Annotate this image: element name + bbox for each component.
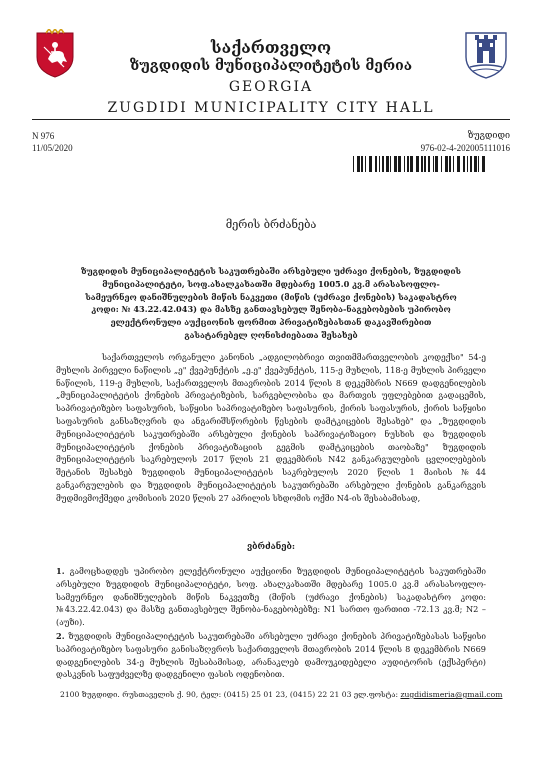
footer-address: 2100 ზუგდიდი. რუსთაველის ქ. 90, ტელ: (0415) 25 01 23, (0415) 22 21 03 ელ.ფოსტა: (60, 690, 401, 699)
city-hall-name-english: ZUGDIDI MUNICIPALITY CITY HALL (107, 100, 435, 116)
item-text: გამოცხადდეს უპირობო ელექტრონული აუქციონი ზუგდიდის მუნიციპალიტეტის საკუთრებაში არსებული ზუგდიდის მუნიციპალიტეტი, სოფ. ახალკახათში მდებარე 1005.0 კვ.მ არასასოფლო-სამეურნეო დანიშნულების მიწის ნაკვეთზე (მიწის (უძრავი ქონების) საკადასტრო კოდი: №43.22.42.043) და მასზე განთავსებულ შენობა-ნაგებობებზე: N1 სართო ფართით -72.13 კვ.მ; N2 – (აუზი). (56, 566, 486, 628)
footer-email-link[interactable]: zugdidismeria@gmail.com (400, 690, 503, 699)
decree-item-2 (56, 630, 486, 681)
decree-heading: ვბრძანებ: (246, 542, 296, 552)
document-kind-title: მერის ბრძანება (225, 218, 317, 231)
item-number: 2. (56, 631, 65, 641)
preamble-paragraph: საქართველოს ორგანული კანონის „ადგილობრივი თვითმმართველობის კოდექსი" 54-ე მუხლის პირველი ნაწილის „ე" ქვეპუნქტის „ე.ე" ქვეპუნქტის, 115-ე მუხლის, 118-ე მუხლის პირველი ნაწილის, 119-ე მუხლის, საქართველოს მთავრობის 2014 წლის 8 დეკემბრის N669 დადგენილების „მუნიციპალიტეტის ქონების პრივატიზების, სარგებლობისა და მართვის უფლებებით გადაცემის, საპრივატიზებო საფასურის, საწყისი საპრივატიზებო საფასურის, ქირის საფასურის, ქირის საწყისი საფასურის განსაზღვრის და ანგარიშსწორების წესების დამტკიცების შესახებ" და „ზუგდიდის მუნიციპალიტეტის საკუთრებაში არსებული ქონების საპრივატიზაციო ნუსხის და ზუგდიდის მუნიციპალიტეტის ქონების პრივატიზაციის გეგმის დამტკიცების თაობაზე" ზუგდიდის მუნიციპალიტეტის საკრებულოს 2017 წლის 21 დეკემბრის N42 განკარგულების ცვლილებების შეტანის შესახებ ზუგდიდის მუნიციპალიტეტის საკრებულოს 2020 წლის 1 მაისის №44 განკარგულების და ზუგდიდის მუნიციპალიტეტის საკუთრებაში არსებული ქონების განკარგვის მუდმივმოქმედი კომისიის 2020 წლის 27 აპრილის სხდომის ოქმი N4-ის შესაბამისად, (56, 352, 486, 503)
document-subject: ზუგდიდის მუნიციპალიტეტის საკუთრებაში არსებული უძრავი ქონების, ზუგდიდის მუნიციპალიტეტი, სოფ.ახალკახათში მდებარე 1005.0 კვ.მ არასასოფლო-სამეურნეო დანიშნულების მიწის ნაკვეთი (მიწის (უძრავი ქონების) საკადასტრო კოდი: № 43.22.42.043) და მასზე განთავსებულ შენობა-ნაგებობების უპირობო ელექტრონული აუქციონის ფორმით პრივატიზებასთან დაკავშირებით გასატარებელ ღონისძიებათა შესახებ (81, 266, 461, 340)
city-hall-name-georgian: ზუგდიდის მუნიციპალიტეტის მერია (129, 58, 413, 74)
item-text: ზუგდიდის მუნიციპალიტეტის საკუთრებაში არსებული უძრავი ქონების პრივატიზებასას საწყისი საპრივატიზებო საფასური განისაზღვროს საქართველოს მთავრობის 2014 წლის 8 დეკემბრის N669 დადგენილების 34-ე მუხლის შესაბამისად, არანაკლებ დამოუკიდებელი აუდიტორის (ექსპერტი) დასკვნის საფუძველზე დადგენილი ფასის ოდენობით. (56, 631, 486, 680)
registration-code: 976-02-4-202005111016 (420, 143, 510, 153)
decree-item-1 (56, 565, 486, 629)
header-divider (32, 119, 510, 120)
country-name-english: GEORGIA (228, 79, 314, 95)
item-number: 1. (56, 566, 65, 576)
country-name-georgian: საქართველო (210, 38, 332, 57)
document-place: ზუგდიდი (467, 131, 510, 141)
footer-contact (60, 690, 502, 699)
document-date: 11/05/2020 (32, 143, 73, 153)
document-number: N 976 (32, 131, 55, 141)
barcode (352, 156, 510, 172)
